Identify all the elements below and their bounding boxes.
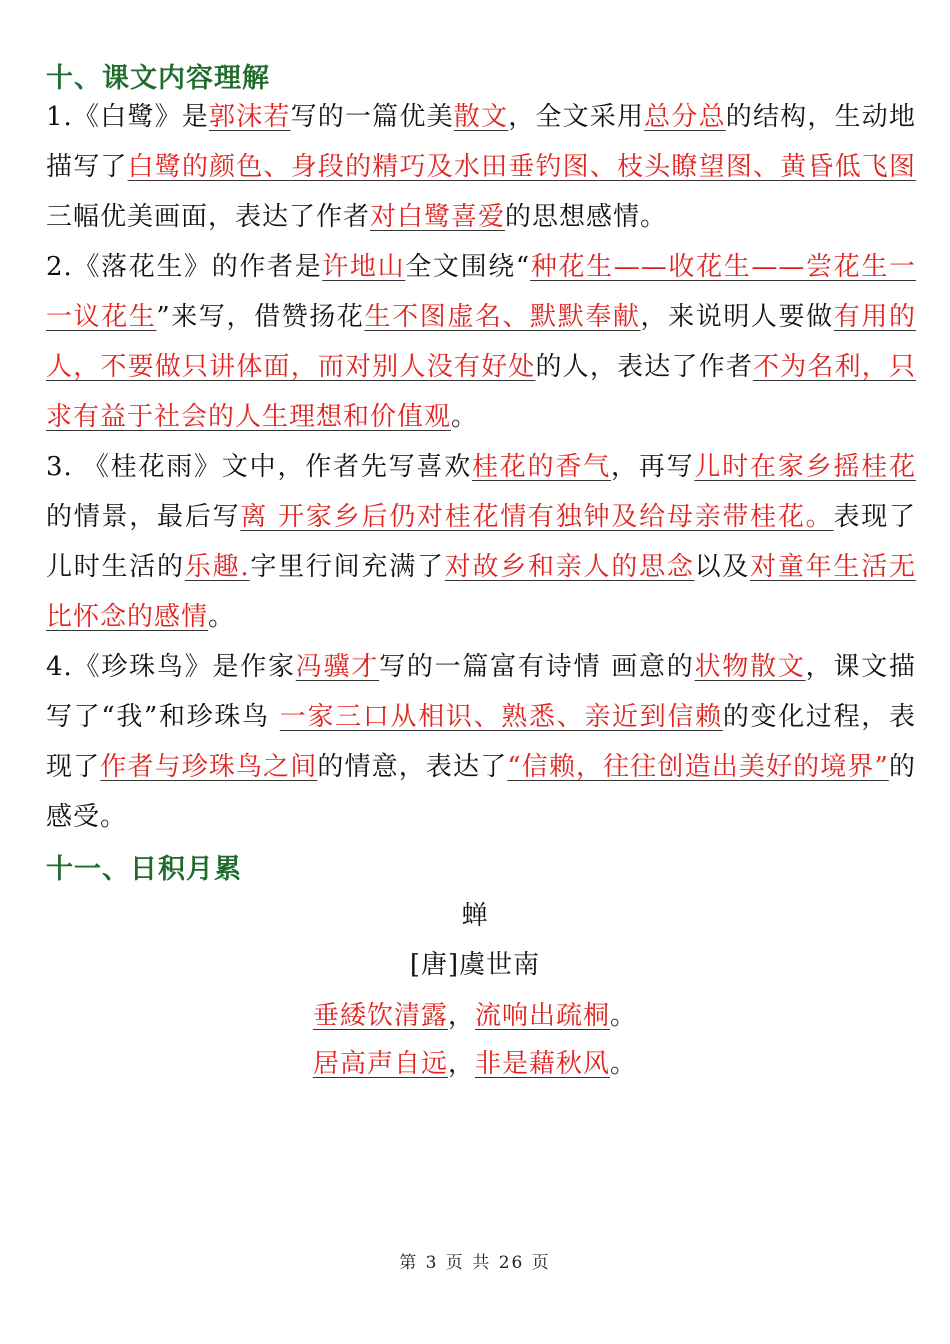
- answer-text: 总分总: [644, 102, 726, 132]
- answer-text: 不为名利，只求有益于社会的人生理想和价值观: [46, 352, 916, 432]
- answer-text: 一家三口从相识、熟悉、亲近到信赖: [279, 702, 723, 732]
- answer-text: 流响出疏桐: [475, 1001, 611, 1031]
- section-heading-comprehension: 十、课文内容理解: [46, 63, 270, 94]
- body-text: ，: [447, 1049, 475, 1079]
- answer-text: 离 开家乡后仍对桂花情有独钟及给母亲带桂花。: [240, 502, 834, 532]
- poem-line-1: [0, 995, 950, 1032]
- answer-text: 生不图虚名、默默奉献: [364, 302, 641, 332]
- answer-text: 状物散文: [694, 652, 806, 682]
- body-text: 的思想感情。: [505, 202, 668, 232]
- poem-author: [唐]虞世南: [409, 950, 541, 980]
- body-text: ，再写: [611, 452, 695, 482]
- answer-text: 垂緌饮清露: [312, 1001, 448, 1031]
- answer-text: 白鹭的颜色、身段的精巧及水田垂钓图、枝头瞭望图、黄昏低飞图: [127, 152, 916, 182]
- answer-text: 对故乡和亲人的思念: [444, 552, 695, 582]
- body-text: 写的一篇优美: [290, 102, 454, 132]
- body-text: ，全文采用: [508, 102, 645, 132]
- answer-text: 郭沫若: [209, 102, 291, 132]
- paragraph-1: [46, 92, 916, 242]
- body-text: ，课文描写了“我”和珍珠鸟: [46, 652, 916, 732]
- body-text: 3. 《桂花雨》文中，作者先写喜欢: [46, 452, 473, 482]
- poem-line-2: [0, 1043, 950, 1080]
- answer-text: 有用的人，不要做只讲体面，而对别人没有好处: [46, 302, 916, 382]
- answer-text: 种花生——收花生——尝花生一一议花生: [46, 252, 916, 332]
- answer-text: 作者与珍珠鸟之间: [100, 752, 318, 782]
- answer-text: “信赖，往往创造出美好的境界”: [507, 752, 889, 782]
- body-text: ”来写，借赞扬花: [156, 302, 365, 332]
- body-text: 以及: [694, 552, 751, 582]
- body-text: ，: [447, 1001, 475, 1031]
- body-text: 三幅优美画面，表达了作者: [46, 202, 371, 232]
- body-text: 。: [451, 402, 479, 432]
- body-text: 的结构，生动地描写了: [46, 102, 916, 182]
- body-text: 表现了儿时生活的: [46, 502, 916, 582]
- body-text: 写的一篇富有诗情 画意的: [379, 652, 695, 682]
- answer-text: 对白鹭喜爱: [370, 202, 506, 232]
- answer-text: 对童年生活无比怀念的感情: [46, 552, 916, 632]
- page-footer: 第 3 页 共 26 页: [399, 1253, 551, 1273]
- answer-text: 散文: [453, 102, 509, 132]
- paragraph-2: [46, 242, 916, 442]
- body-text: 的感受。: [46, 752, 916, 832]
- body-text: 全文围绕“: [405, 252, 531, 282]
- answer-text: 乐趣.: [184, 552, 250, 582]
- paragraph-3: [46, 442, 916, 642]
- answer-text: 桂花的香气: [472, 452, 611, 482]
- answer-text: 许地山: [322, 252, 406, 282]
- body-text: 的变化过程，表现了: [46, 702, 916, 782]
- paragraph-4: [46, 642, 916, 842]
- answer-text: 冯骥才: [295, 652, 380, 682]
- body-text: 字里行间充满了: [249, 552, 445, 582]
- body-text: 的情景，最后写: [46, 502, 241, 532]
- answer-text: 非是藉秋风: [475, 1049, 611, 1079]
- answer-text: 儿时在家乡摇桂花: [694, 452, 916, 482]
- body-text: 。: [610, 1049, 638, 1079]
- poem-title: 蝉: [461, 901, 489, 931]
- body-text: 。: [208, 602, 236, 632]
- answer-text: 居高声自远: [312, 1049, 448, 1079]
- body-text: 的人，表达了作者: [535, 352, 754, 382]
- section-heading-accumulation: 十一、日积月累: [46, 854, 242, 885]
- body-text: 4.《珍珠鸟》是作家: [46, 652, 296, 682]
- body-text: 的情意，表达了: [317, 752, 508, 782]
- body-text: 2.《落花生》的作者是: [46, 252, 323, 282]
- body-text: ，来说明人要做: [640, 302, 834, 332]
- body-text: 1.《白鹭》是: [46, 102, 209, 132]
- body-text: 。: [610, 1001, 638, 1031]
